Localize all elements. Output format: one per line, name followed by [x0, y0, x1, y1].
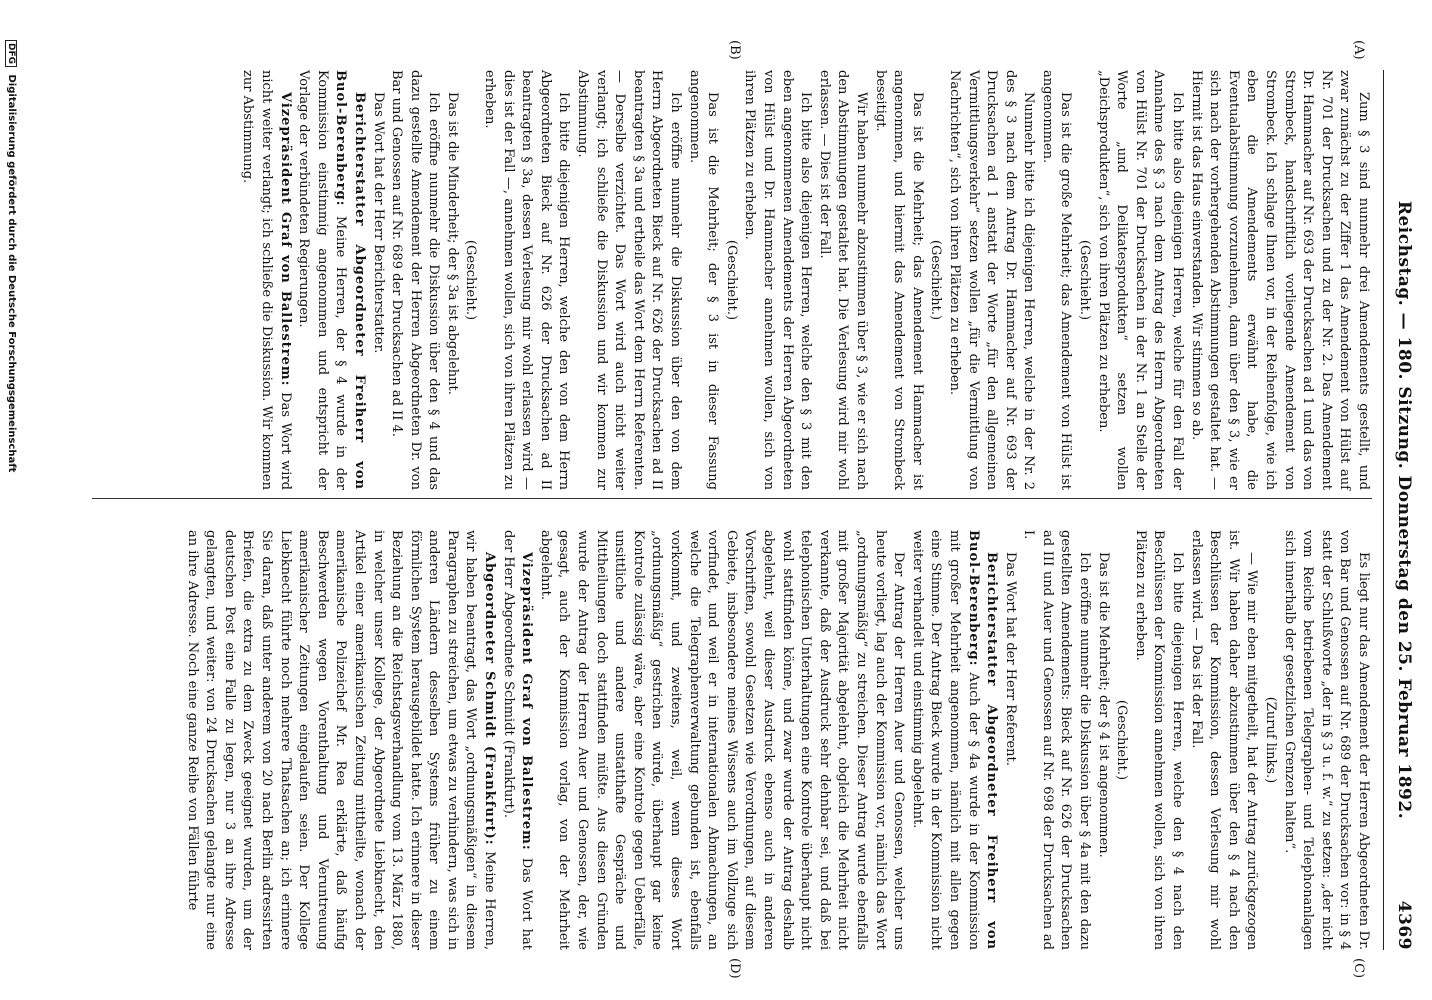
page-header [1388, 70, 1414, 950]
body-paragraph: Das Wort hat der Herr Referent. [1002, 552, 1018, 766]
body-paragraph: Das ist die große Mehrheit; das Amendement von Hülst ist angenommen. [1039, 70, 1074, 490]
speech-text: Das Wort hat der Herr Abgeordnete Schmidt (Frankfurt). [500, 530, 535, 951]
stage-direction: (Zuruf links.) [1263, 696, 1279, 784]
margin-marker-b: (B) [727, 40, 742, 60]
body-paragraph: Das ist die Mehrheit; der § 3 ist in dieser Fassung angenommen. [686, 70, 721, 490]
margin-marker-d: (D) [727, 958, 742, 979]
right-column [72, 530, 1372, 950]
body-paragraph: Nunmehr bitte ich diejenigen Herren, welche in der Nr. 2 des § 3 nach dem Antrag Dr. Hammacher auf Nr. 693 der Drucksachen ad 1 anstatt der Worte „für den allgemeinen Vermittlungsverkehr“ setzen wollen „für die Vermittlung von Nachrichten“, sich von ihren Plätzen zu erheben. [946, 70, 1037, 490]
speech-paragraph [294, 70, 368, 490]
margin-marker-a: (A) [1351, 40, 1366, 60]
body-paragraph: Zum § 3 sind nunmehr drei Amendements gestellt, und zwar zunächst zu der Ziffer 1 das Amendement von Hülst auf Nr. 701 der Drucksachen und zu der Nr. 2. Das Amendement Dr. Hammacher auf Nr. 693 der Drucksachen ad 1 und das von Strombeck, handschriftlich vorliegende Amendement von Strombeck. Ich schlage Ihnen vor, in der Reihenfolge, wie ich eben die Amendements erwähnt habe, die Eventualabstimmung vorzunehmen, dann über den § 3, wie er sich nach der vorhergehenden Abstimmungen gestaltet hat. — Hiermit ist das Haus einverstanden. Wir stimmen so ab. [1188, 70, 1371, 490]
speech-paragraph [238, 70, 294, 490]
body-paragraph: Ich bitte diejenigen Herren, welche den von dem Herrn Abgeordneten Bieck auf Nr. 626 der Drucksachen ad II beantragten § 3a, dessen Verlesung mir wohl erlassen wird — dies ist der Fall —, annehmen wollen, sich von ihren Plätzen zu erheben. [482, 70, 572, 490]
page-title: Reichstag. — 180. Sitzung. Donnerstag den 25. Februar 1892. [1394, 200, 1414, 820]
body-paragraph: Das ist die Minderheit; der § 3a ist abgelehnt. [444, 92, 460, 395]
stage-direction: (Geschieht.) [1114, 699, 1130, 781]
left-column [72, 70, 1372, 490]
body-paragraph: Ich bitte diejenigen Herren, welche den § 4 nach den Beschlüssen der Kommission annehmen wollen, sich von ihren Plätzen zu erheben. [1132, 530, 1186, 950]
body-paragraph: Wir haben nunmehr abzustimmen über § 3, wie er sich nach den Abstimmungen gestaltet hat. Die Verlesung wird mir wohl erlassen. — Dies ist der Fall. [816, 70, 869, 490]
column-divider [92, 498, 1372, 499]
speaker-name: Berichterstatter Abgeordneter Freiherr von Buol-Berenberg: [333, 70, 367, 490]
body-paragraph: Ich eröffne nunmehr die Diskussion über den § 4 und das dazu gestellte Amendement der Herren Abgeordneten Dr. von Bar und Genossen auf Nr. 689 der Drucksachen ad II 4. [389, 70, 442, 490]
body-paragraph: — Wie mir eben mitgetheilt, hat der Antrag zurückgezogen ist. Wir haben daher abzustimmen über den § 4 nach den Beschlüssen der Kommission, dessen Verlesung mir wohl erlassen wird. — Das ist der Fall. [1188, 530, 1260, 950]
body-paragraph: Das Wort hat der Herr Berichterstatter. [370, 92, 386, 354]
speaker-name: Berichterstatter Abgeordneter Freiherr von Buol-Berenberg: [965, 530, 1000, 950]
dfg-logo: DFG [5, 40, 17, 67]
body-paragraph: Der Antrag der Herren Auer und Genossen, welcher uns heute vorliegt, lag auch der Kommission vor, nämlich das Wort „ordnungsmäßig“ zu streichen. Dieser Antrag wurde ebenfalls mit großer Majorität abgelehnt, obgleich die Mehrheit nicht verkannte, daß der Ausdruck sehr dehnbar sei, und daß bei telephonischen Unterhaltungen eine Kontrole überhaupt nicht wohl stattfinden könne, und zwar wurde der Antrag deshalb abgelehnt, weil dieser Ausdruck ebenso auch in anderen Vorschriften, sowohl Gesetzen wie Verordnungen, auf diesem Gebiete, insbesondere meines Wissens auch im Vollzuge sich vorfindet, und weil er in internationalen Abmachungen, an welche die Telegraphenverwaltung gebunden ist, ebenfalls vorkommt, und zweitens, weil, wenn dieses Wort „ordnungsmäßig“ gestrichen würde, überhaupt gar keine Kontrole zulässig wäre, aber eine Kontrole gegen Ueberfälle, unsittliche und andere unstatthafte Gespräche und Mittheilungen doch stattfinden müßte. Aus diesen Gründen wurde der Antrag der Herren Auer und Genossen, der, wie gesagt, auch der Kommission vorlag, von der Mehrheit abgelehnt. [537, 530, 907, 950]
body-paragraph: Ich eröffne nunmehr die Diskussion über den von dem Herrn Abgeordneten Bieck auf Nr. 626 der Drucksachen ad II beantragten § 3a und ertheile das Wort dem Herrn Referenten. — Derselbe verzichtet. Das Wort wird auch nicht weiter verlangt; ich schließe die Diskussion und wir kommen zur Abstimmung. [575, 70, 684, 490]
body-paragraph: Das ist die Mehrheit; der § 4 ist angenommen. [1095, 552, 1111, 858]
speech-paragraph [182, 530, 498, 950]
body-paragraph: Das ist die Mehrheit; das Amendement Hammacher ist angenommen, und hiermit das Amendement von Strombeck beseitigt. [872, 70, 925, 490]
speech-text: Das Wort wird nicht weiter verlangt; ich schließe die Diskussion. Wir kommen zur Abstimmung. [240, 70, 293, 490]
speaker-name: Vizepräsident Graf von Ballestrem: [277, 92, 293, 387]
body-paragraph: Ich bitte also diejenigen Herren, welche für den Fall der Annahme des § 3 nach dem Antrag des Herrn Abgeordneten von Hülst Nr. 701 der Drucksachen in der Nr. 1 an Stelle der Worte „und Delikatesprodukten“ setzen wollen „Deichsprodukten“, sich von ihren Plätzen zu erheben. [1095, 70, 1186, 490]
footer-text: Digitalisierung gefördert durch die Deutsche Forschungsgemeinschaft [6, 74, 17, 473]
header-rule [1383, 70, 1384, 950]
page-number: 4369 [1394, 900, 1414, 950]
body-paragraph: Ich bitte also diejenigen Herren, welche den § 3 mit den eben angenommenen Amendements der Herren Abgeordneten von Hülst und Dr. Hammacher annehmen wollen, sich von ihren Plätzen zu erheben. [742, 70, 814, 490]
body-paragraph: Es liegt nur das Amendement der Herren Abgeordneten Dr. von Bar und Genossen auf Nr. 689 der Drucksachen vor: in § 4 statt der Schlußworte „der in § 3 u. f. w.“ zu setzen: „der nicht vom Reiche betriebenen Telegraphen- und Telephonanlagen sich innerhalb der gesetzlichen Grenzen halten“. [1281, 530, 1371, 950]
stage-direction: (Geschieht.) [928, 239, 944, 321]
speech-paragraph [498, 530, 535, 950]
speech-text: Meine Herren, der § 4 wurde in der Kommission einstimmig angenommen und entspricht der Vorlage der verbündeten Regierungen. [296, 70, 349, 490]
stage-direction: (Geschieht.) [723, 239, 739, 321]
speech-paragraph [907, 530, 1000, 950]
speaker-name: Abgeordneter Schmidt (Frankfurt): [482, 552, 498, 846]
speaker-name: Vizepräsident Graf von Ballestrem: [519, 552, 535, 851]
margin-marker-c: (C) [1351, 958, 1366, 979]
stage-direction: (Geschieht.) [1077, 239, 1093, 321]
speech-text: Meine Herren, wir haben beantragt, das Wort „ordnungsmäßigen“ in diesem Paragraphen zu streichen, um etwas zu verhindern, was sich in anderen Ländern desselben Systems früher zu einem förmlichen System herausgebildet hatte. Ich erinnere in dieser Beziehung an die Reichstagsverhandlung vom 13. März 1880, in welcher unser Kollege, der Abgeordnete Liebknecht, den Artikel einer amerikanischen Zeitung mittheilte, wonach der amerikanische Polizeichef Mr. Rea erklärte, daß häufig Beschwerden wegen Vorenthaltung und Veruntreuung amerikanischer Zeitungen eingelaufen seien. Der Kollege Liebknecht führte noch mehrere Thatsachen an; ich erinnere Sie daran, daß unter anderem von 20 nach Berlin adressirten Briefen, die extra zu dem Zweck geeignet wurden, um der deutschen Post eine Falle zu legen, nur 3 an ihre Adresse gelangten, und weiter: von 24 Drucksachen gelangte nur eine an ihre Adresse. Noch eine ganze Reihe von Fällen führte [184, 530, 498, 950]
stage-direction: (Geschieht.) [463, 239, 479, 321]
body-paragraph: Ich eröffne nunmehr die Diskussion über § 4a mit den dazu gestellten Amendements: Bieck auf Nr. 626 der Drucksachen ad III und Auer und Genossen auf Nr. 698 der Drucksachen ad I. [1021, 530, 1093, 950]
speech-text: Auch der § 4a wurde in der Kommission mit großer Mehrheit angenommen, nämlich mit allen gegen eine Stimme. Der Antrag Bieck wurde in der Kommission nicht weiter verhandelt und einstimmig abgelehnt. [909, 530, 981, 950]
footer-credit [5, 40, 17, 472]
